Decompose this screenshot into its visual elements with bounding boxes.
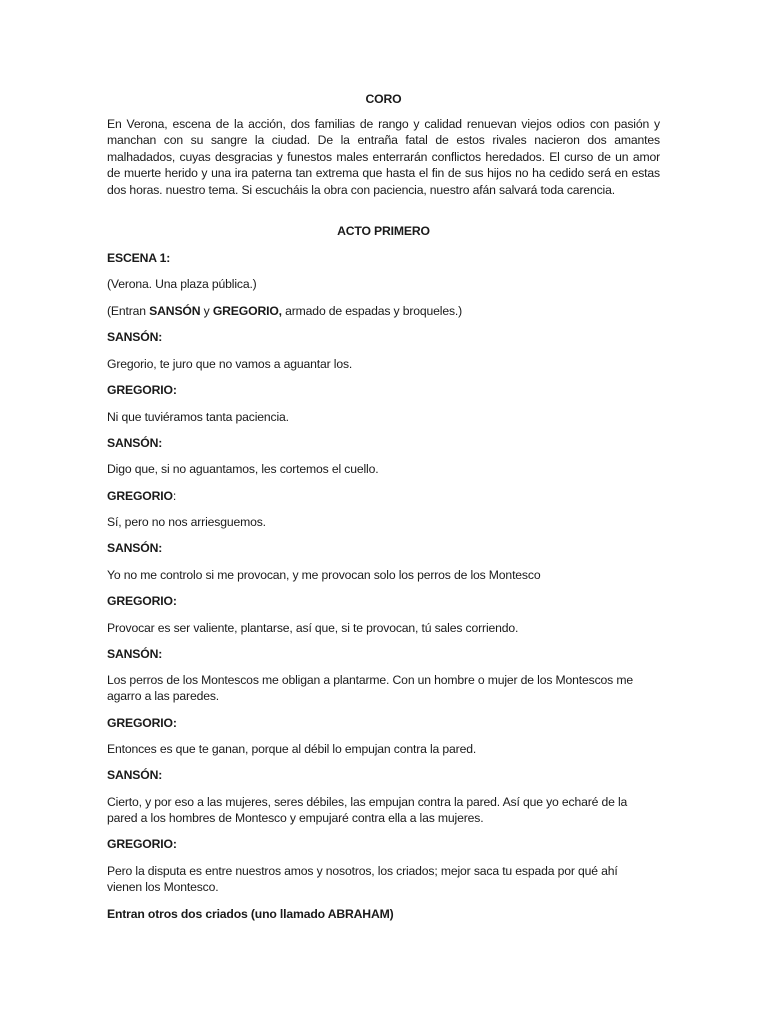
dialogue-line: Cierto, y por eso a las mujeres, seres débiles, las empujan contra la pared. Así que yo echaré de la pared a los hombres de Montesco y empujaré contra ella a las mujeres.	[107, 795, 628, 826]
dialogue-line: Los perros de los Montescos me obligan a plantarme. Con un hombre o mujer de los Montescos me agarro a las paredes.	[107, 673, 633, 704]
stage-direction: Entran otros dos criados (uno llamado ABRAHAM)	[107, 907, 394, 921]
speaker-name: GREGORIO:	[107, 594, 177, 608]
dialogue-line: Sí, pero no nos arriesguemos.	[107, 515, 266, 529]
dialogue-line: Ni que tuviéramos tanta paciencia.	[107, 410, 289, 424]
dialogue-line: Digo que, si no aguantamos, les cortemos el cuello.	[107, 462, 379, 476]
speaker-name: SANSÓN:	[107, 436, 163, 450]
speaker-name: SANSÓN:	[107, 768, 163, 782]
coro-paragraph: En Verona, escena de la acción, dos familias de rango y calidad renuevan viejos odios con pasión y manchan con su sangre la ciudad. De la entraña fatal de estos rivales nacieron dos amantes malhadados, cuyas desgracias y funestos males enterrarán conflictos heredados. El curso de un amor de muerte herido y una ira paterna tan extrema que hasta el fin de sus hijos no ha cedido será en estas dos horas. nuestro tema. Si escucháis la obra con paciencia, nuestro afán salvará toda carencia.	[107, 117, 660, 197]
speaker-name: SANSÓN:	[107, 541, 163, 555]
speaker-colon: :	[172, 489, 177, 503]
document-page	[107, 0, 660, 1024]
dialogue-line: Gregorio, te juro que no vamos a aguantar los.	[107, 357, 353, 371]
speaker-name-row	[107, 488, 660, 504]
entrance-name-sanson: SANSÓN	[149, 304, 201, 318]
scene-setting: (Verona. Una plaza pública.)	[107, 277, 257, 291]
speaker-name: GREGORIO:	[107, 383, 177, 397]
entrance-name-gregorio: GREGORIO,	[212, 304, 282, 318]
act-heading: ACTO PRIMERO	[337, 224, 430, 238]
dialogue-line: Yo no me controlo si me provocan, y me provocan solo los perros de los Montesco	[107, 568, 541, 582]
speaker-name: GREGORIO	[107, 489, 173, 503]
dialogue-line: Entonces es que te ganan, porque al débil lo empujan contra la pared.	[107, 742, 477, 756]
dialogue-line: Pero la disputa es entre nuestros amos y nosotros, los criados; mejor saca tu espada por qué ahí vienen los Montesco.	[107, 864, 618, 895]
scene-heading: ESCENA 1:	[107, 251, 171, 265]
entrance-open: (Entran	[107, 304, 150, 318]
entrance-direction	[107, 303, 660, 319]
coro-heading: CORO	[365, 92, 402, 106]
speaker-name: GREGORIO:	[107, 716, 177, 730]
entrance-rest: armado de espadas y broqueles.)	[281, 304, 463, 318]
dialogue-line: Provocar es ser valiente, plantarse, así que, si te provocan, tú sales corriendo.	[107, 621, 519, 635]
speaker-name: SANSÓN:	[107, 647, 163, 661]
speaker-name: SANSÓN:	[107, 330, 163, 344]
speaker-name: GREGORIO:	[107, 837, 177, 851]
entrance-join: y	[200, 304, 213, 318]
